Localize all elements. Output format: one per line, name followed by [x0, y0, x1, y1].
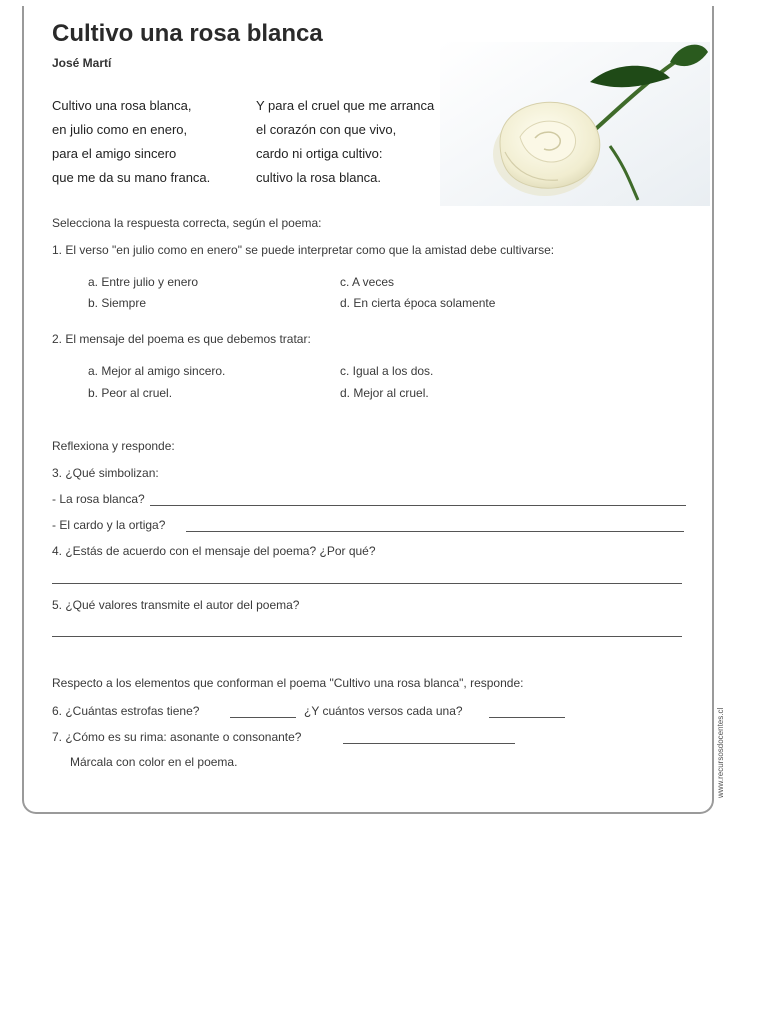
poem-stanza-2: [256, 94, 434, 190]
poem-line: para el amigo sincero: [52, 146, 177, 161]
question-3a: - La rosa blanca?: [52, 492, 145, 506]
question-3: 3. ¿Qué simbolizan:: [52, 466, 159, 480]
poem-line: cultivo la rosa blanca.: [256, 170, 382, 185]
white-rose-image: [440, 42, 710, 206]
poem-stanza-1: [52, 94, 210, 190]
section2-instruction: Reflexiona y responde:: [52, 439, 175, 453]
page-title: Cultivo una rosa blanca: [52, 20, 323, 47]
question-1: 1. El verso "en julio como en enero" se puede interpretar como que la amistad debe cultivarse:: [52, 243, 555, 257]
poem-line: en julio como en enero,: [52, 122, 188, 137]
answer-line-6a[interactable]: [230, 717, 296, 718]
answer-line-3a[interactable]: [150, 505, 686, 506]
poem-line: el corazón con que vivo,: [256, 122, 397, 137]
website-credit: [712, 680, 730, 800]
answer-line-5[interactable]: [52, 636, 682, 637]
q2-option-b: b. Peor al cruel.: [88, 386, 173, 400]
question-6a: 6. ¿Cuántas estrofas tiene?: [52, 704, 200, 718]
q1-option-c: c. A veces: [340, 275, 395, 289]
answer-line-4[interactable]: [52, 583, 682, 584]
question-5: 5. ¿Qué valores transmite el autor del poema?: [52, 598, 300, 612]
answer-line-3b[interactable]: [186, 531, 684, 532]
poem-line: cardo ni ortiga cultivo:: [256, 146, 383, 161]
q2-option-a: a. Mejor al amigo sincero.: [88, 364, 226, 378]
answer-line-7[interactable]: [343, 743, 515, 744]
q2-option-c: c. Igual a los dos.: [340, 364, 434, 378]
poem-line: que me da su mano franca.: [52, 170, 211, 185]
question-2: 2. El mensaje del poema es que debemos tratar:: [52, 332, 311, 346]
answer-line-6b[interactable]: [489, 717, 565, 718]
poem-line: Y para el cruel que me arranca: [256, 98, 435, 113]
question-7: 7. ¿Cómo es su rima: asonante o consonante?: [52, 730, 302, 744]
website-text: www.recursosdocentes.cl: [716, 707, 725, 798]
q1-option-b: b. Siempre: [88, 296, 147, 310]
author-name: José Martí: [52, 56, 112, 70]
question-3b: - El cardo y la ortiga?: [52, 518, 166, 532]
poem-line: Cultivo una rosa blanca,: [52, 98, 192, 113]
question-6b: ¿Y cuántos versos cada una?: [304, 704, 463, 718]
question-7-note: Márcala con color en el poema.: [70, 755, 238, 769]
q1-option-d: d. En cierta época solamente: [340, 296, 496, 310]
section1-instruction: Selecciona la respuesta correcta, según el poema:: [52, 216, 322, 230]
q1-option-a: a. Entre julio y enero: [88, 275, 199, 289]
question-4: 4. ¿Estás de acuerdo con el mensaje del poema? ¿Por qué?: [52, 544, 376, 558]
q2-option-d: d. Mejor al cruel.: [340, 386, 429, 400]
section3-instruction: Respecto a los elementos que conforman el poema "Cultivo una rosa blanca", responde:: [52, 676, 524, 690]
